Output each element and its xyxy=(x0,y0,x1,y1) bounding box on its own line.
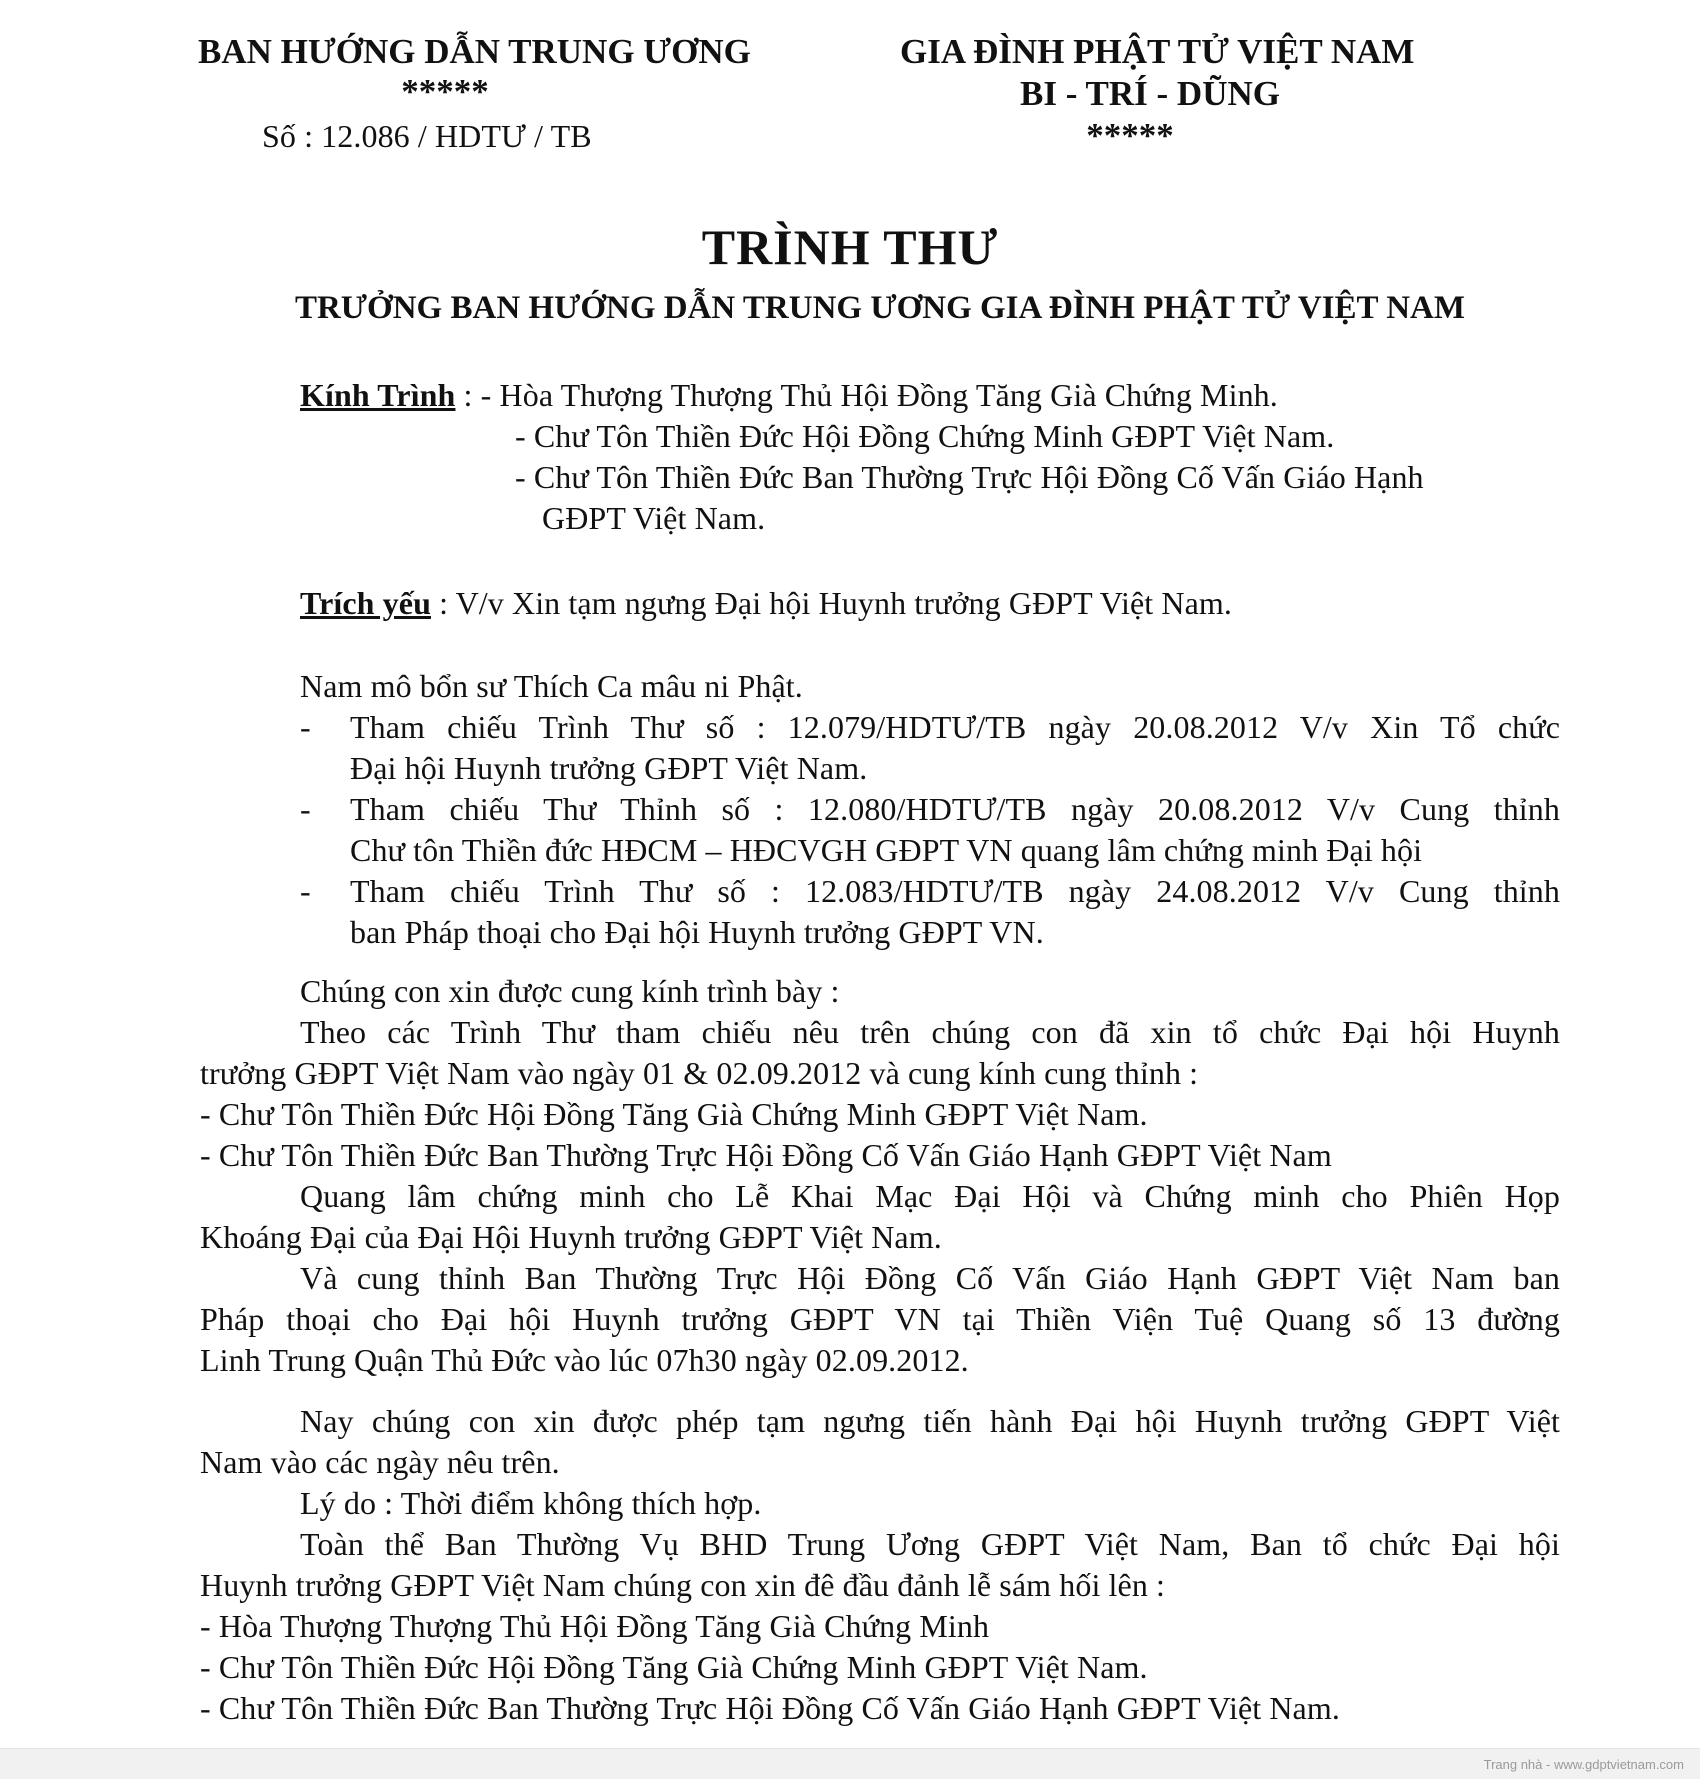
reference-3: Tham chiếu Trình Thư số : 12.083/HDTƯ/TB ngày 24.08.2012 V/v Cung thỉnh xyxy=(350,873,1560,909)
footer-bar xyxy=(0,1748,1700,1779)
reference-3-continuation: ban Pháp thoại cho Đại hội Huynh trưởng GĐPT VN. xyxy=(350,914,1044,950)
recipients-line-1 xyxy=(300,377,1278,414)
recipient-item: Hòa Thượng Thượng Thủ Hội Đồng Tăng Già Chứng Minh. xyxy=(491,377,1278,413)
paragraph-5-continuation: Huynh trưởng GĐPT Việt Nam chúng con xin đê đầu đảnh lễ sám hối lên : xyxy=(200,1567,1166,1603)
left-stars-ornament: ***** xyxy=(401,72,489,111)
intro-line: Chúng con xin được cung kính trình bày : xyxy=(300,973,840,1009)
apology-recipient: - Chư Tôn Thiền Đức Hội Đồng Tăng Già Chứng Minh GĐPT Việt Nam. xyxy=(200,1649,1148,1685)
recipient-item: - Chư Tôn Thiền Đức Hội Đồng Chứng Minh GĐPT Việt Nam. xyxy=(515,418,1335,454)
organization-motto: BI - TRÍ - DŨNG xyxy=(1020,74,1280,113)
list-dash: - xyxy=(300,791,311,827)
reference-2-continuation: Chư tôn Thiền đức HĐCM – HĐCVGH GĐPT VN quang lâm chứng minh Đại hội xyxy=(350,832,1423,868)
recipients-separator: : - xyxy=(455,377,492,413)
right-stars-ornament: ***** xyxy=(1086,116,1174,155)
apology-recipient: - Hòa Thượng Thượng Thủ Hội Đồng Tăng Già Chứng Minh xyxy=(200,1608,990,1644)
reference-1: Tham chiếu Trình Thư số : 12.079/HDTƯ/TB ngày 20.08.2012 V/v Xin Tổ chức xyxy=(350,709,1560,745)
recipients-label: Kính Trình xyxy=(300,377,456,413)
paragraph-5: Toàn thể Ban Thường Vụ BHD Trung Ương GĐPT Việt Nam, Ban tổ chức Đại hội xyxy=(300,1526,1560,1562)
subject-line xyxy=(300,585,1232,622)
paragraph-1-continuation: trưởng GĐPT Việt Nam vào ngày 01 & 02.09.2012 và cung kính cung thỉnh : xyxy=(200,1055,1199,1091)
document-subtitle: TRƯỞNG BAN HƯỚNG DẪN TRUNG ƯƠNG GIA ĐÌNH PHẬT TỬ VIỆT NAM xyxy=(294,290,1466,326)
recipient-item-continuation: GĐPT Việt Nam. xyxy=(542,500,766,536)
reference-2: Tham chiếu Thư Thỉnh số : 12.080/HDTƯ/TB ngày 20.08.2012 V/v Cung thỉnh xyxy=(350,791,1560,827)
list-dash: - xyxy=(300,709,311,745)
list-dash: - xyxy=(300,873,311,909)
paragraph-3-line-2: Pháp thoại cho Đại hội Huynh trưởng GĐPT VN tại Thiền Viện Tuệ Quang số 13 đường xyxy=(200,1301,1560,1337)
paragraph-4: Nay chúng con xin được phép tạm ngưng tiến hành Đại hội Huynh trưởng GĐPT Việt xyxy=(300,1403,1560,1439)
reason-line: Lý do : Thời điểm không thích hợp. xyxy=(300,1485,762,1521)
paragraph-1: Theo các Trình Thư tham chiếu nêu trên chúng con đã xin tổ chức Đại hội Huynh xyxy=(300,1014,1560,1050)
paragraph-4-continuation: Nam vào các ngày nêu trên. xyxy=(200,1444,560,1480)
document-title: TRÌNH THƯ xyxy=(701,219,999,275)
greeting: Nam mô bổn sư Thích Ca mâu ni Phật. xyxy=(300,668,803,704)
document-number: Số : 12.086 / HDTƯ / TB xyxy=(262,118,592,154)
paragraph-3-line-3: Linh Trung Quận Thủ Đức vào lúc 07h30 ngày 02.09.2012. xyxy=(200,1342,969,1378)
recipient-item: - Chư Tôn Thiền Đức Ban Thường Trực Hội Đồng Cố Vấn Giáo Hạnh xyxy=(515,459,1424,495)
invitee-item: - Chư Tôn Thiền Đức Ban Thường Trực Hội Đồng Cố Vấn Giáo Hạnh GĐPT Việt Nam xyxy=(200,1137,1332,1173)
paragraph-2-continuation: Khoáng Đại của Đại Hội Huynh trưởng GĐPT Việt Nam. xyxy=(200,1219,942,1255)
organization-name: GIA ĐÌNH PHẬT TỬ VIỆT NAM xyxy=(900,32,1415,71)
invitee-item: - Chư Tôn Thiền Đức Hội Đồng Tăng Già Chứng Minh GĐPT Việt Nam. xyxy=(200,1096,1148,1132)
reference-1-continuation: Đại hội Huynh trưởng GĐPT Việt Nam. xyxy=(350,750,868,786)
subject-text: : V/v Xin tạm ngưng Đại hội Huynh trưởng GĐPT Việt Nam. xyxy=(430,585,1233,621)
subject-label: Trích yếu xyxy=(300,585,431,621)
site-watermark: Trang nhà - www.gdptvietnam.com xyxy=(1483,1757,1684,1772)
paragraph-3: Và cung thỉnh Ban Thường Trực Hội Đồng Cố Vấn Giáo Hạnh GĐPT Việt Nam ban xyxy=(300,1260,1560,1296)
paragraph-2: Quang lâm chứng minh cho Lễ Khai Mạc Đại Hội và Chứng minh cho Phiên Họp xyxy=(300,1178,1560,1214)
issuing-organization: BAN HƯỚNG DẪN TRUNG ƯƠNG xyxy=(198,32,751,71)
apology-recipient: - Chư Tôn Thiền Đức Ban Thường Trực Hội Đồng Cố Vấn Giáo Hạnh GĐPT Việt Nam. xyxy=(200,1690,1340,1726)
